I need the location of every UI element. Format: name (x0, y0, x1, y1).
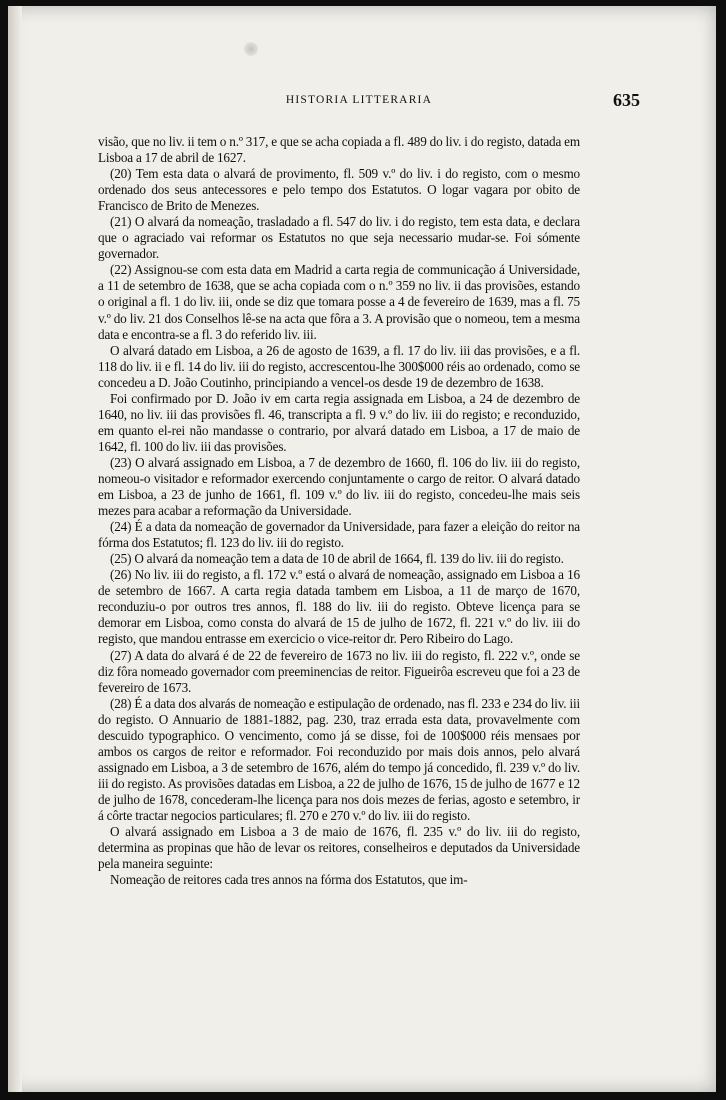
paragraph: Foi confirmado por D. João iv em carta regia assignada em Lisboa, a 24 de dezembro de 1640, no liv. iii das provisões fl. 46, transcripta a fl. 9 v.º do liv. iii do registo; e reconduzido, em quanto el-rei não mandasse o contrario, por alvará datado em Lisboa, a 17 de maio de 1642, fl. 100 do liv. iii das provisões. (98, 390, 580, 454)
page-header (100, 90, 640, 114)
book-page (8, 6, 716, 1092)
paragraph: (23) O alvará assignado em Lisboa, a 7 de dezembro de 1660, fl. 106 do liv. iii do registo, nomeou-o visitador e reformador exercendo conjuntamente o cargo de reitor. O alvará datado em Lisboa, a 23 de junho de 1661, fl. 109 v.º do liv. iii do registo, concedeu-lhe mais seis mezes para acabar a reformação da Universidade. (98, 454, 580, 519)
paragraph: (25) O alvará da nomeação tem a data de 10 de abril de 1664, fl. 139 do liv. iii do registo. (110, 551, 564, 567)
page-number: 635 (613, 90, 640, 110)
paragraph: O alvará datado em Lisboa, a 26 de agosto de 1639, a fl. 17 do liv. iii das provisões, e a fl. 118 do liv. ii e fl. 14 do liv. iii do registo, accrescentou-lhe 300$000 réis ao ordenado, como se concedeu a D. João Coutinho, principiando a vencel-os desde 19 de dezembro de 1638. (98, 342, 580, 390)
paragraph: Nomeação de reitores cada tres annos na fórma dos Estatutos, que im- (110, 872, 468, 888)
paragraph: (21) O alvará da nomeação, trasladado a fl. 547 do liv. i do registo, tem esta data, e declara que o agraciado vai reformar os Estatutos no que seja necessario mudar-se. Foi sómente governador. (98, 214, 580, 262)
footnotes-body (98, 134, 580, 888)
running-title: HISTORIA LITTERARIA (285, 94, 433, 106)
page-edge-shadow (8, 6, 22, 1092)
paragraph: (28) É a data dos alvarás de nomeação e estipulação de ordenado, nas fl. 233 e 234 do liv. iii do registo. O Annuario de 1881-1882, pag. 230, traz errada esta data, provavelmente com descuido typographico. O vencimento, como já se disse, foi de 100$000 réis mensaes por ambos os cargos de reitor e reformador. Foi reconduzido por mais dois annos, pelo alvará assignado em Lisboa, a 3 de setembro de 1676, além do tempo já concedido, fl. 239 v.º do liv. iii do registo. As provisões datadas em Lisboa, a 22 de julho de 1676, 15 de julho de 1677 e 12 de julho de 1678, concederam-lhe licença para nos dois mezes de ferias, agosto e setembro, ir á côrte tractar negocios particulares; fl. 270 e 270 v.º do liv. iii do registo. (98, 695, 580, 823)
paragraph: (24) É a data da nomeação de governador da Universidade, para fazer a eleição do reitor na fórma dos Estatutos; fl. 123 do liv. iii do registo. (98, 519, 580, 551)
paragraph: visão, que no liv. ii tem o n.º 317, e que se acha copiada a fl. 489 do liv. i do registo, datada em Lisboa a 17 de abril de 1627. (98, 134, 580, 166)
paper-stain (244, 42, 258, 56)
paragraph: (22) Assignou-se com esta data em Madrid a carta regia de communicação á Universidade, a 11 de setembro de 1638, que se acha copiada com o n.º 359 no liv. ii das provisões, estando o original a fl. 1 do liv. iii, onde se diz que tomara posse a 4 de fevereiro de 1639, mas a fl. 75 v.º do liv. 21 dos Conselhos lê-se na acta que fôra a 3. A provisão que o nomeou, tem a mesma data e encontra-se a fl. 3 do referido liv. iii. (98, 262, 580, 342)
paragraph: (20) Tem esta data o alvará de provimento, fl. 509 v.º do liv. i do registo, com o mesmo ordenado dos seus antecessores e pelo tempo dos Estatutos. O logar vagara por obito de Francisco de Brito de Menezes. (98, 166, 580, 214)
paragraph: O alvará assignado em Lisboa a 3 de maio de 1676, fl. 235 v.º do liv. iii do registo, determina as propinas que hão de levar os reitores, conselheiros e deputados da Universidade pela maneira seguinte: (98, 824, 580, 872)
paragraph: (27) A data do alvará é de 22 de fevereiro de 1673 no liv. iii do registo, fl. 222 v.º, onde se diz fôra nomeado governador com preeminencias de reitor. Figueirôa escreveu que foi a 23 de fevereiro de 1673. (98, 647, 580, 695)
paragraph: (26) No liv. iii do registo, a fl. 172 v.º está o alvará de nomeação, assignado em Lisboa a 16 de setembro de 1667. A carta regia datada tambem em Lisboa, a 11 de março de 1670, reconduziu-o por outros tres annos, fl. 188 do liv. iii do registo. Obteve licença para se demorar em Lisboa, como consta do alvará de 15 de julho de 1672, fl. 221 v.º do liv. iii do registo, que mandou entrasse em exercicio o vice-reitor dr. Pero Ribeiro do Lago. (98, 567, 580, 647)
